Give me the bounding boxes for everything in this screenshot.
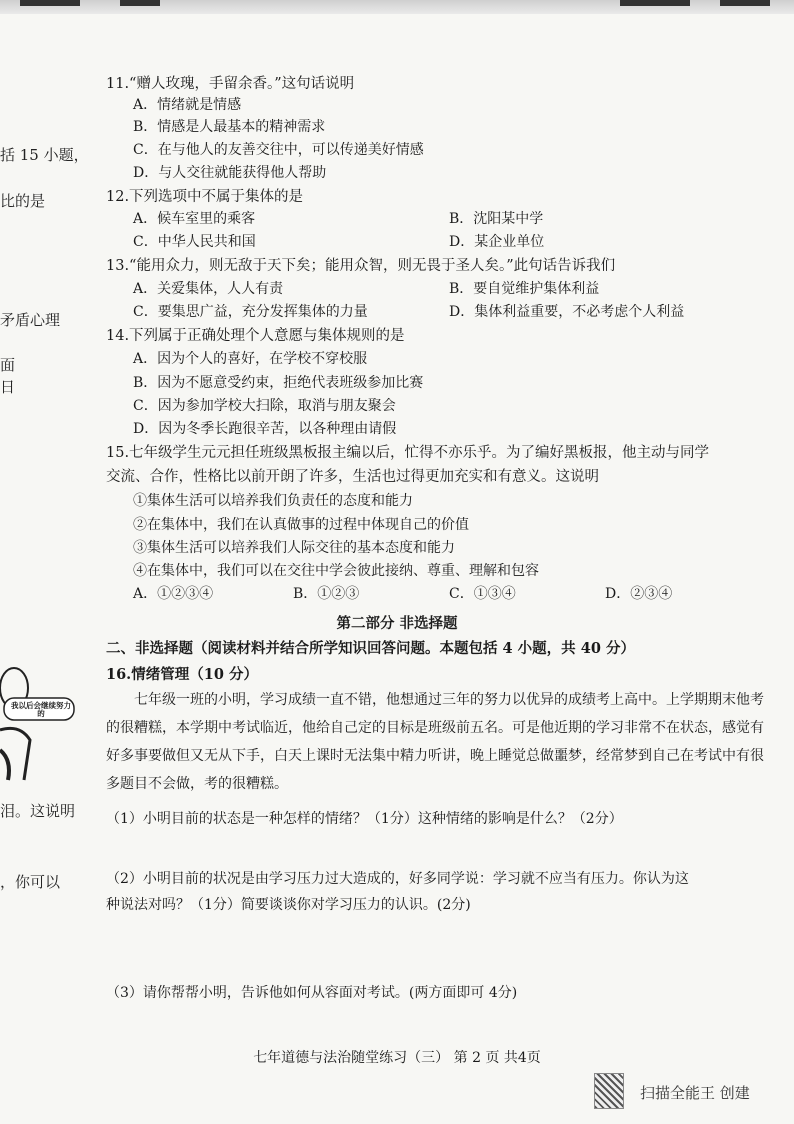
q11-option-a: A．情绪就是情感: [133, 97, 242, 113]
q14-option-b: B．因为不愿意受约束，拒绝代表班级参加比赛: [133, 375, 424, 391]
q12-option-b: B．沈阳某中学: [449, 211, 544, 227]
q13-stem: 13.“能用众力，则无敌于天下矣；能用众智，则无畏于圣人矣。”此句话告诉我们: [106, 258, 616, 274]
q11-option-b: B．情感是人最基本的精神需求: [133, 119, 326, 135]
q14-stem: 14.下列属于正确处理个人意愿与集体规则的是: [106, 328, 405, 344]
gutter-fragment-7: ，你可以: [0, 873, 61, 891]
q13-option-c: C．要集思广益，充分发挥集体的力量: [133, 304, 368, 320]
scanner-watermark: 扫描全能王 创建: [640, 1084, 750, 1102]
cartoon-illustration: [0, 660, 80, 790]
part2-instruction: 二、非选择题（阅读材料并结合所学知识回答问题。本题包括 4 小题，共 40 分）: [106, 640, 635, 657]
q12-option-d: D．某企业单位: [449, 234, 545, 250]
q11-option-d: D．与人交往就能获得他人帮助: [133, 165, 327, 181]
q15-stem-line2: 交流、合作，性格比以前开朗了许多，生活也过得更加充实和有意义。这说明: [106, 469, 599, 485]
q15-statement-4: ④在集体中，我们可以在交往中学会彼此接纳、尊重、理解和包容: [133, 563, 539, 579]
q15-option-c: C．①③④: [449, 586, 516, 602]
q14-option-d: D．因为冬季长跑很辛苦，以各种理由请假: [133, 421, 397, 437]
q14-option-c: C．因为参加学校大扫除，取消与朋友聚会: [133, 398, 396, 414]
q15-stem-line1: 15.七年级学生元元担任班级黑板报主编以后，忙得不亦乐乎。为了编好黑板报，他主动与同学: [106, 445, 710, 461]
scan-top-edge: [0, 0, 794, 14]
q16-sub3: （3）请你帮帮小明，告诉他如何从容面对考试。(两方面即可 4分): [106, 985, 518, 1001]
gutter-fragment-4: 面: [0, 356, 16, 374]
cartoon-speech-bubble: 我以后会继续努力的: [11, 701, 71, 718]
q15-option-d: D．②③④: [605, 586, 673, 602]
q12-option-c: C．中华人民共和国: [133, 234, 256, 250]
q14-option-a: A．因为个人的喜好，在学校不穿校服: [133, 351, 368, 367]
q15-statement-1: ①集体生活可以培养我们负责任的态度和能力: [133, 493, 413, 509]
q13-option-b: B．要自觉维护集体利益: [449, 281, 600, 297]
q12-stem: 12.下列选项中不属于集体的是: [106, 189, 304, 205]
q15-statement-2: ②在集体中，我们在认真做事的过程中体现自己的价值: [133, 517, 469, 533]
q16-sub2-line2: 种说法对吗？（1分）简要谈谈你对学习压力的认识。(2分): [106, 897, 471, 913]
gutter-fragment-5: 日: [0, 378, 16, 396]
q12-option-a: A．候车室里的乘客: [133, 211, 256, 227]
q11-option-c: C．在与他人的友善交往中，可以传递美好情感: [133, 142, 424, 158]
q16-title: 16.情绪管理（10 分）: [106, 666, 258, 683]
qr-code-icon: [594, 1073, 624, 1109]
q13-option-a: A．关爱集体，人人有责: [133, 281, 284, 297]
q15-option-a: A．①②③④: [133, 586, 214, 602]
gutter-fragment-2: 比的是: [0, 192, 46, 210]
q15-option-b: B．①②③: [293, 586, 360, 602]
q16-passage: 七年级一班的小明，学习成绩一直不错，他想通过三年的努力以优异的成绩考上高中。上学期期末他考的很糟糕，本学期中考试临近，他给自己定的目标是班级前五名。可是他近期的学习非常不在状态，感觉有好多事要做但又无从下手，白天上课时无法集中精力听讲，晚上睡觉总做噩梦，经常梦到自己在考试中有很多题目不会做，考的很糟糕。: [106, 692, 764, 792]
q13-option-d: D．集体利益重要，不必考虑个人利益: [449, 304, 685, 320]
q16-sub2-line1: （2）小明目前的状况是由学习压力过大造成的，好多同学说：学习就不应当有压力。你认为这: [106, 871, 689, 887]
part2-title: 第二部分 非选择题: [336, 615, 458, 632]
q15-statement-3: ③集体生活可以培养我们人际交往的基本态度和能力: [133, 540, 455, 556]
q16-sub1: （1）小明目前的状态是一种怎样的情绪？（1分）这种情绪的影响是什么？（2分）: [106, 811, 623, 827]
gutter-fragment-6: 泪。这说明: [0, 802, 76, 820]
gutter-fragment-3: 矛盾心理: [0, 311, 61, 329]
gutter-fragment-1: 括 15 小题，: [0, 146, 89, 164]
page-footer: 七年道德与法治随堂练习（三） 第 2 页 共4页: [253, 1050, 541, 1066]
q11-stem: 11.“赠人玫瑰，手留余香。”这句话说明: [106, 76, 355, 92]
